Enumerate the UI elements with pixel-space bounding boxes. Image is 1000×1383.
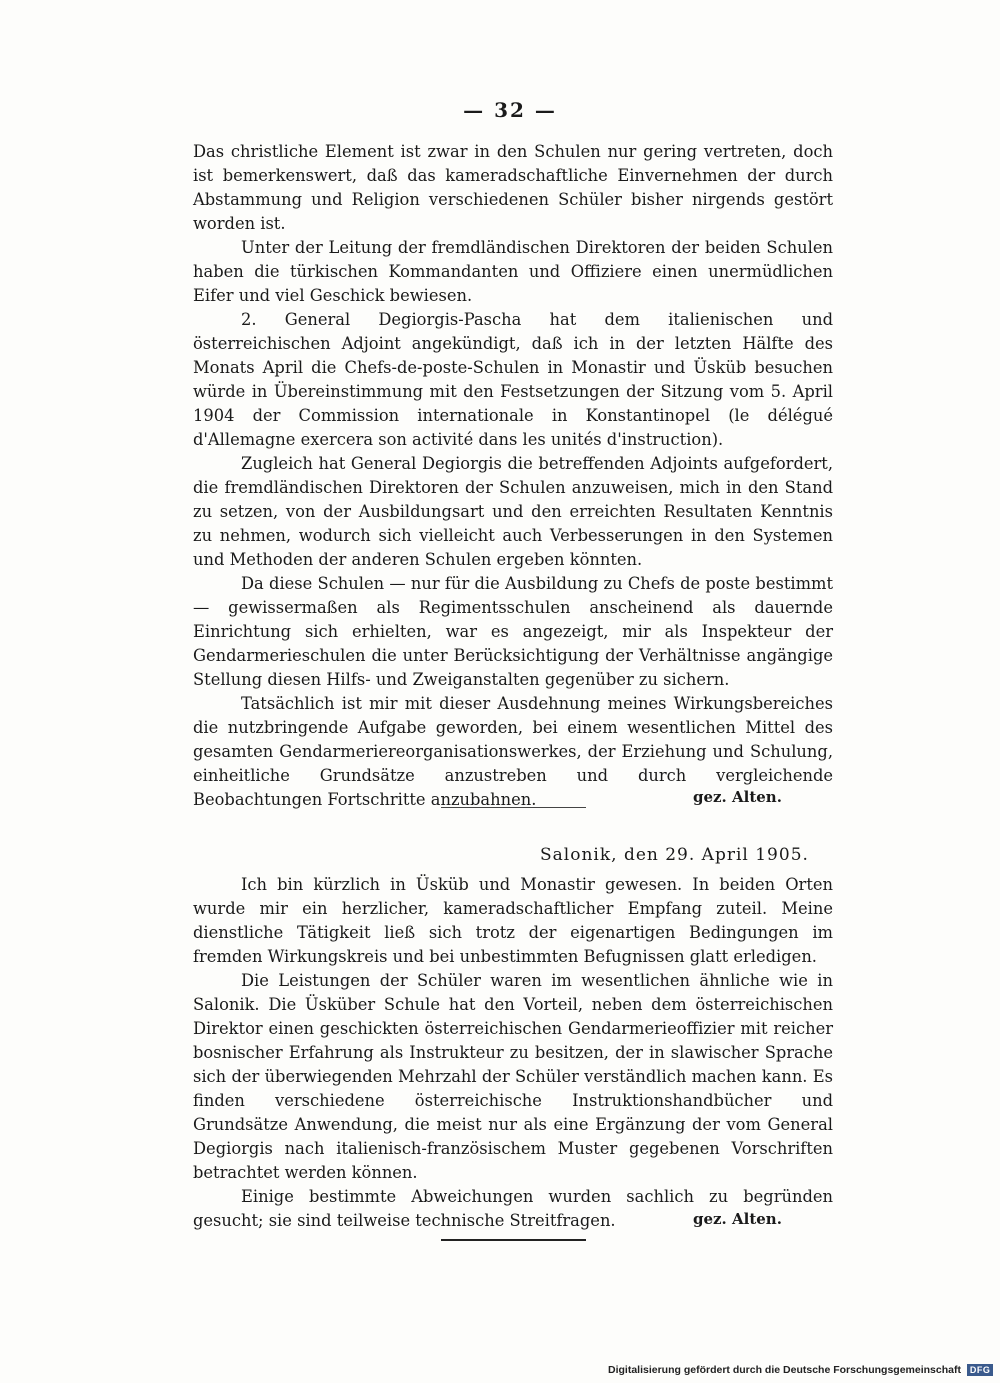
paragraph: Einige bestimmte Abweichungen wurden sachlich zu begründen gesucht; sie sind teilweise technische Streitfragen. [193, 1187, 833, 1230]
signature: gez. Alten. [693, 1210, 782, 1228]
dfg-logo: DFG [967, 1364, 994, 1376]
page-number: — 32 — [463, 98, 557, 122]
paragraph: Das christliche Element ist zwar in den Schulen nur gering vertreten, doch ist bemerkenswert, daß das kameradschaftliche Einvernehmen der durch Abstammung und Religion verschiedenen Schüler bisher nirgends gestört worden ist. [193, 142, 833, 233]
paragraph: 2. General Degiorgis-Pascha hat dem italienischen und österreichischen Adjoint angekündigt, daß ich in der letzten Hälfte des Monats April die Chefs-de-poste-Schulen in Monastir und Üsküb besuchen würde in Übereinstimmung mit den Festsetzungen der Sitzung vom 5. April 1904 der Commission internationale in Konstantinopel (le délégué d'Allemagne exercera son activité dans les unités d'instruction). [193, 310, 833, 449]
signature: gez. Alten. [693, 788, 782, 806]
separator-rule [441, 807, 586, 808]
footer-credit [608, 1364, 993, 1376]
section-1-text [193, 140, 833, 812]
section-2-text [193, 873, 833, 1233]
paragraph: Tatsächlich ist mir mit dieser Ausdehnung meines Wirkungsbereiches die nutzbringende Aufgabe geworden, bei einem wesentlichen Mittel des gesamten Gendarmeriereorganisationswerkes, der Erziehung und Schulung, einheitliche Grundsätze anzustreben und durch vergleichende Beobachtungen Fortschritte anzubahnen. [193, 694, 833, 809]
footer-text: Digitalisierung gefördert durch die Deutsche Forschungsgemeinschaft [608, 1364, 961, 1376]
paragraph: Zugleich hat General Degiorgis die betreffenden Adjoints aufgefordert, die fremdländischen Direktoren der Schulen anzuweisen, mich in den Stand zu setzen, von der Ausbildungsart und den erreichten Resultaten Kenntnis zu nehmen, wodurch sich vielleicht auch Verbesserungen in den Systemen und Methoden der anderen Schulen ergeben könnten. [193, 454, 833, 569]
separator-rule [441, 1239, 586, 1241]
paragraph: Da diese Schulen — nur für die Ausbildung zu Chefs de poste bestimmt — gewissermaßen als Regimentsschulen anscheinend als dauernde Einrichtung sich erhielten, war es angezeigt, mir als Inspekteur der Gendarmerieschulen die unter Berücksichtigung der Verhältnisse angängige Stellung diesen Hilfs- und Zweiganstalten gegenüber zu sichern. [193, 574, 833, 689]
paragraph: Die Leistungen der Schüler waren im wesentlichen ähnliche wie in Salonik. Die Üsküber Schule hat den Vorteil, neben dem österreichischen Direktor einen geschickten österreichischen Gendarmerieoffizier mit reicher bosnischer Erfahrung als Instrukteur zu besitzen, der in slawischer Sprache sich der überwiegenden Mehrzahl der Schüler verständlich machen kann. Es finden verschiedene österreichische Instruktionshandbücher und Grundsätze Anwendung, die meist nur als eine Ergänzung der vom General Degiorgis nach italienisch-französischem Muster gegebenen Vorschriften betrachtet werden können. [193, 971, 833, 1182]
place-date-heading: Salonik, den 29. April 1905. [540, 845, 809, 865]
paragraph: Unter der Leitung der fremdländischen Direktoren der beiden Schulen haben die türkischen Kommandanten und Offiziere einen unermüdlichen Eifer und viel Geschick bewiesen. [193, 238, 833, 305]
paragraph: Ich bin kürzlich in Üsküb und Monastir gewesen. In beiden Orten wurde mir ein herzlicher, kameradschaftlicher Empfang zuteil. Meine dienstliche Tätigkeit ließ sich trotz der eigenartigen Bedingungen im fremden Wirkungskreis und bei unbestimmten Befugnissen glatt erledigen. [193, 875, 833, 966]
